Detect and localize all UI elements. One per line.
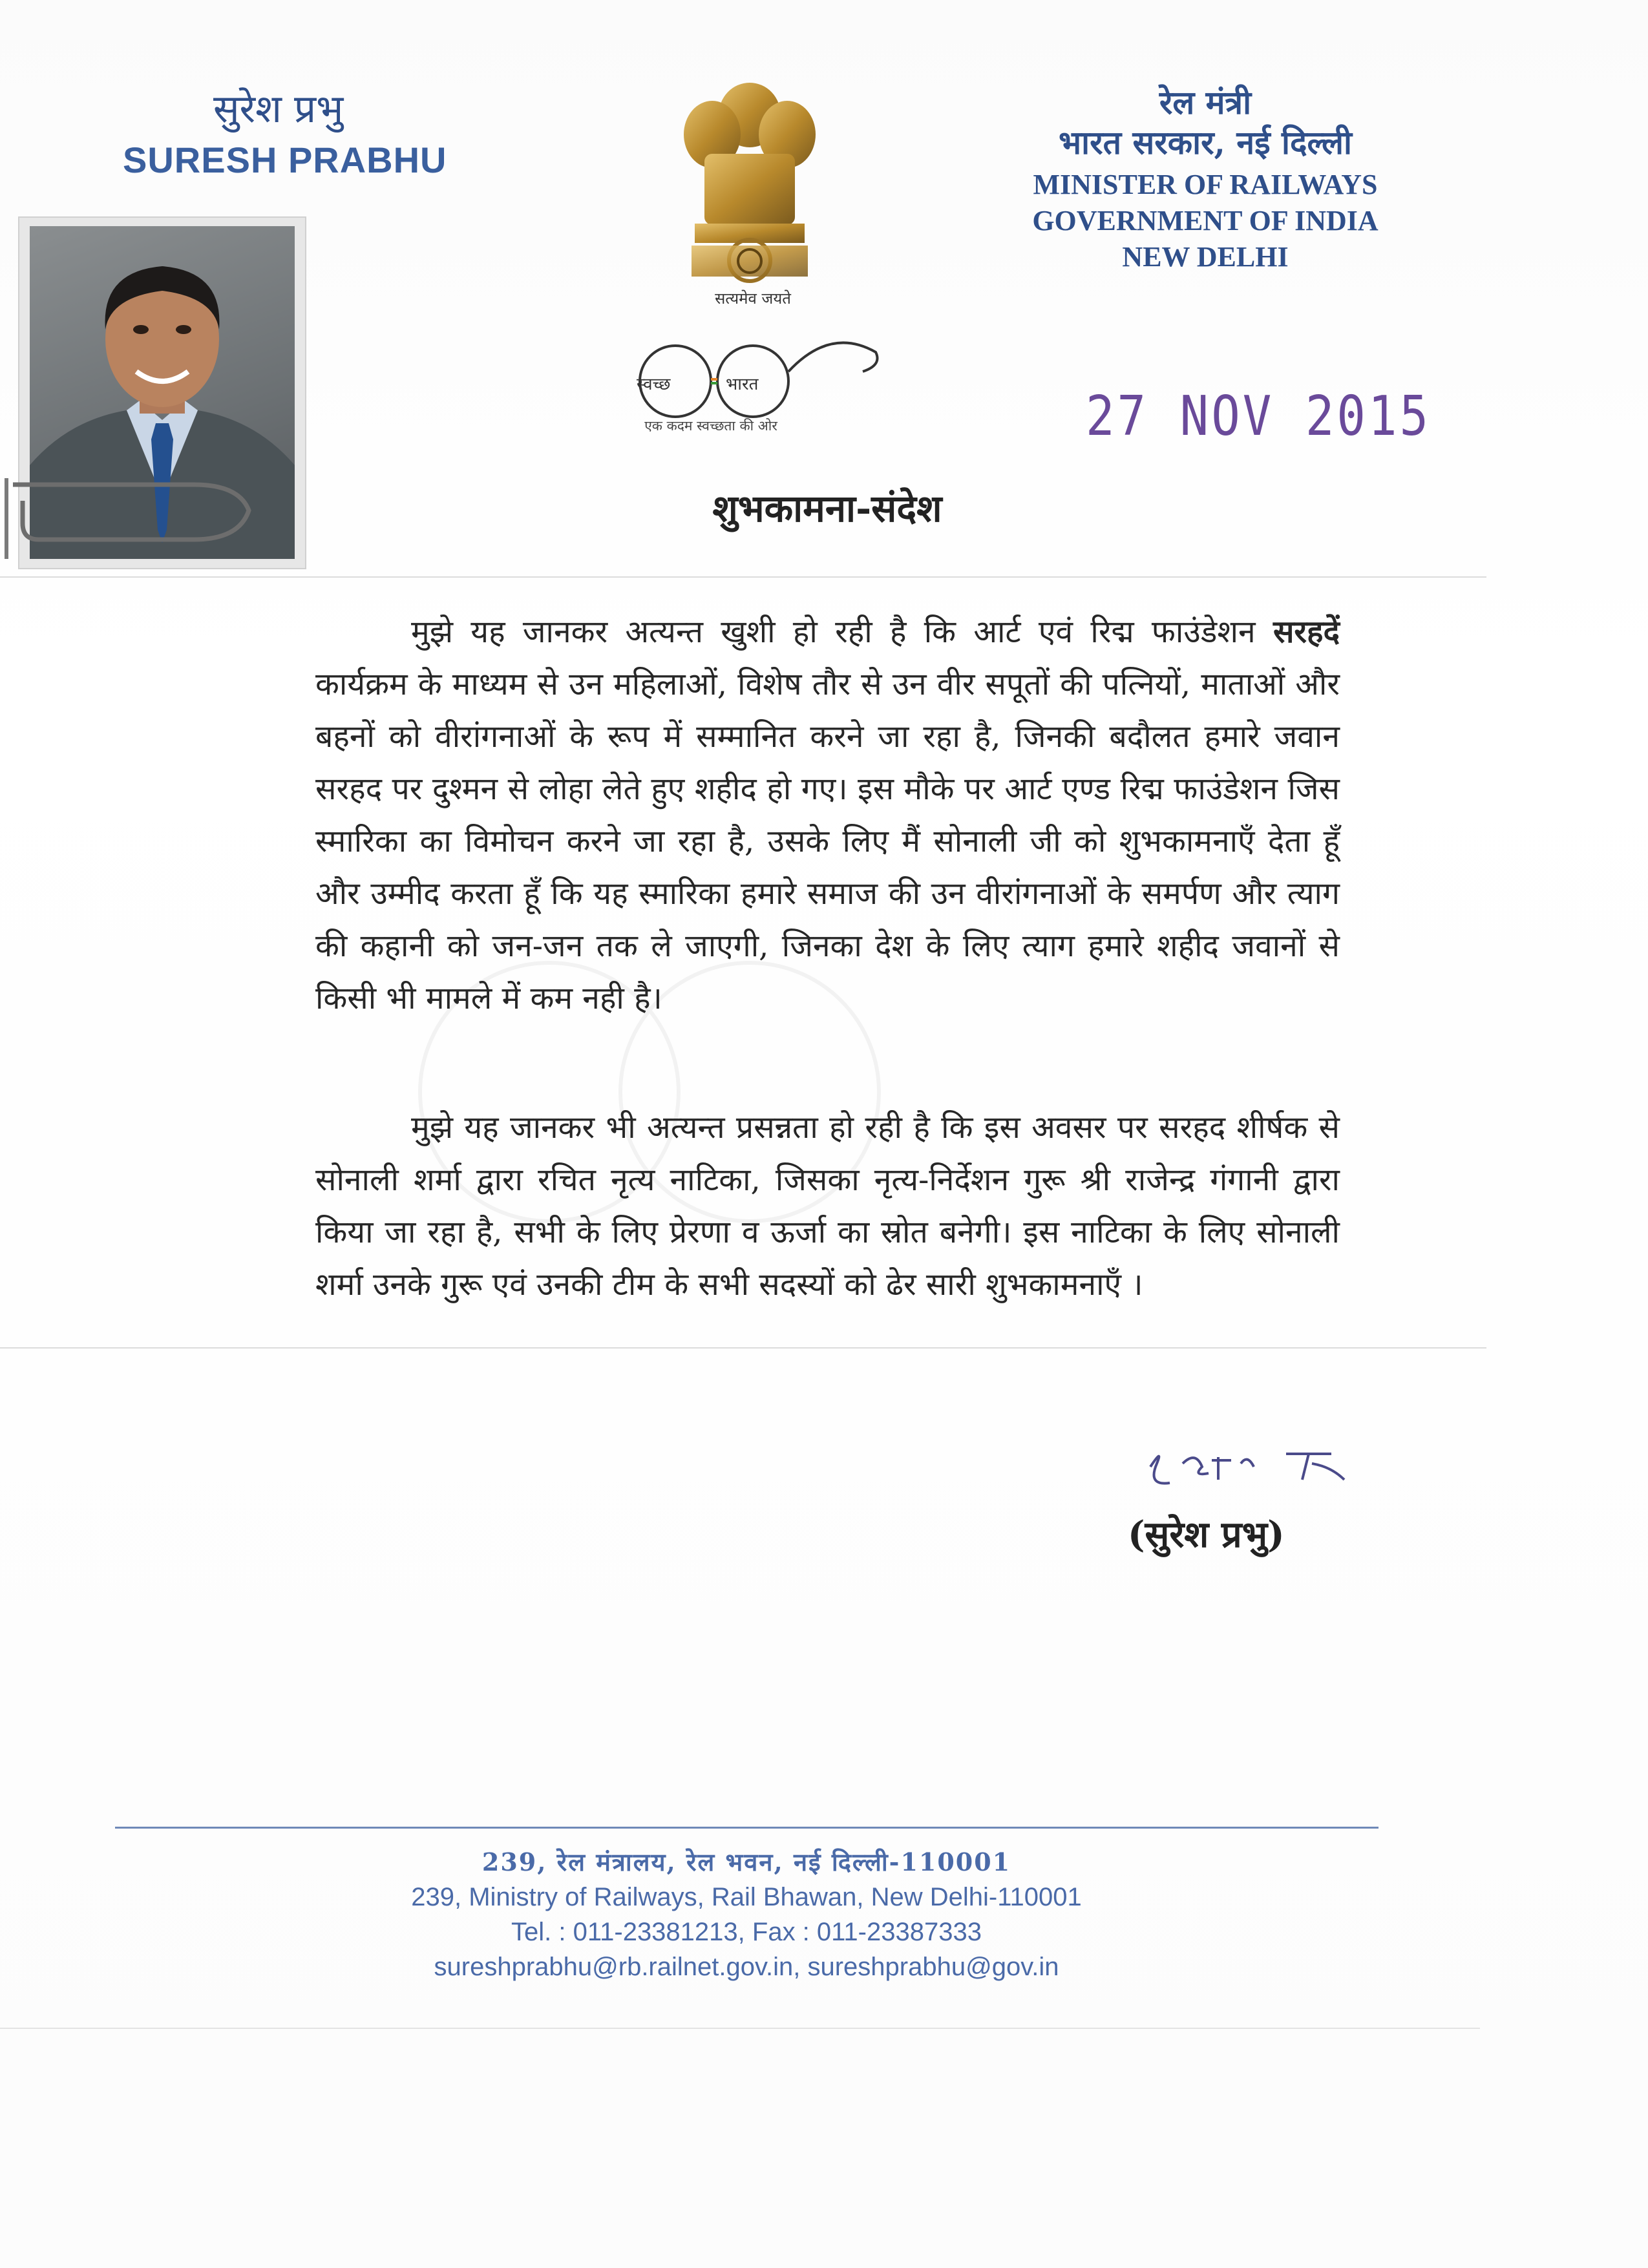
emblem-motto: सत्यमेव जयते xyxy=(715,289,791,308)
date-stamp: 27 NOV 2015 xyxy=(1086,384,1431,448)
paragraph-1-intro: मुझे यह जानकर अत्यन्त खुशी हो रही है कि आर्ट एवं रिद्म फाउंडेशन xyxy=(411,614,1256,650)
fold-line xyxy=(0,2028,1480,2029)
program-name: सरहदें xyxy=(1273,614,1340,650)
designation-english-line1: MINISTER OF RAILWAYS xyxy=(1033,169,1378,200)
fold-line xyxy=(0,1347,1486,1349)
paragraph-1-body: कार्यक्रम के माध्यम से उन महिलाओं, विशेष तौर से उन वीर सपूतों की पत्नियों, माताओं और बहनों को वीरांगनाओं के रूप में सम्मानित करने जा रहा है, जिनकी बदौलत हमारे जवान सरहद पर दुश्मन से लोहा लेते हुए शहीद हो गए। इस मौके पर आर्ट एण्ड रिद्म फाउंडेशन जिस स्मारिका का विमोचन करने जा रहा है, उसके लिए मैं सोनाली जी को शुभकामनाएँ देता हूँ और उम्मीद करता हूँ कि यह स्मारिका हमारे समाज की उन वीरांगनाओं के समर्पण और त्याग की कहानी को जन-जन तक ले जाएगी, जिनका देश के लिए त्याग हमारे शहीद जवानों से किसी भी मामले में कम नही है। xyxy=(315,666,1340,1016)
letter-paragraph-1 xyxy=(315,606,1340,1025)
bharat-word: भारत xyxy=(726,375,759,394)
national-emblem-icon xyxy=(672,76,827,289)
designation-hindi-line1: रेल मंत्री xyxy=(1159,83,1252,121)
letter-title: शुभकामना-संदेश xyxy=(712,487,942,530)
address-hindi: 239, रेल मंत्रालय, रेल भवन, नई दिल्ली-110001 xyxy=(481,1847,1011,1876)
letter-paragraph-2: मुझे यह जानकर भी अत्यन्त प्रसन्नता हो रही है कि इस अवसर पर सरहद शीर्षक से सोनाली शर्मा द्वारा रचित नृत्य नाटिका, जिसका नृत्य-निर्देशन गुरू श्री राजेन्द्र गंगानी द्वारा किया जा रहा है, सभी के लिए प्रेरणा व ऊर्जा का स्रोत बनेगी। इस नाटिका के लिए सोनाली शर्मा उनके गुरू एवं उनकी टीम के सभी सदस्यों को ढेर सारी शुभकामनाएँ । xyxy=(315,1109,1340,1303)
swachh-word: स्वच्छ xyxy=(637,375,671,394)
phone-fax: Tel. : 011-23381213, Fax : 011-23387333 xyxy=(511,1918,982,1946)
signatory-name: (सुरेश प्रभु) xyxy=(1128,1513,1285,1556)
fold-line xyxy=(0,576,1486,578)
designation-english-line2: GOVERNMENT OF INDIA xyxy=(1032,205,1379,236)
designation-english-line3: NEW DELHI xyxy=(1122,241,1289,273)
footer-address-block xyxy=(213,1845,1280,1984)
minister-name-hindi: सुरेश प्रभु xyxy=(213,87,344,132)
designation-hindi-line2: भारत सरकार, नई दिल्ली xyxy=(1059,123,1352,162)
paperclip-icon xyxy=(0,475,271,565)
address-english: 239, Ministry of Railways, Rail Bhawan, New Delhi-110001 xyxy=(411,1883,1082,1911)
minister-name-english: SURESH PRABHU xyxy=(123,140,447,180)
designation-block xyxy=(969,83,1441,275)
email-addresses: sureshprabhu@rb.railnet.gov.in, sureshprabhu@gov.in xyxy=(434,1953,1059,1981)
footer-divider xyxy=(115,1827,1379,1829)
handwritten-signature xyxy=(1137,1428,1364,1499)
swachh-tagline: एक कदम स्वच्छता की ओर xyxy=(644,418,777,434)
